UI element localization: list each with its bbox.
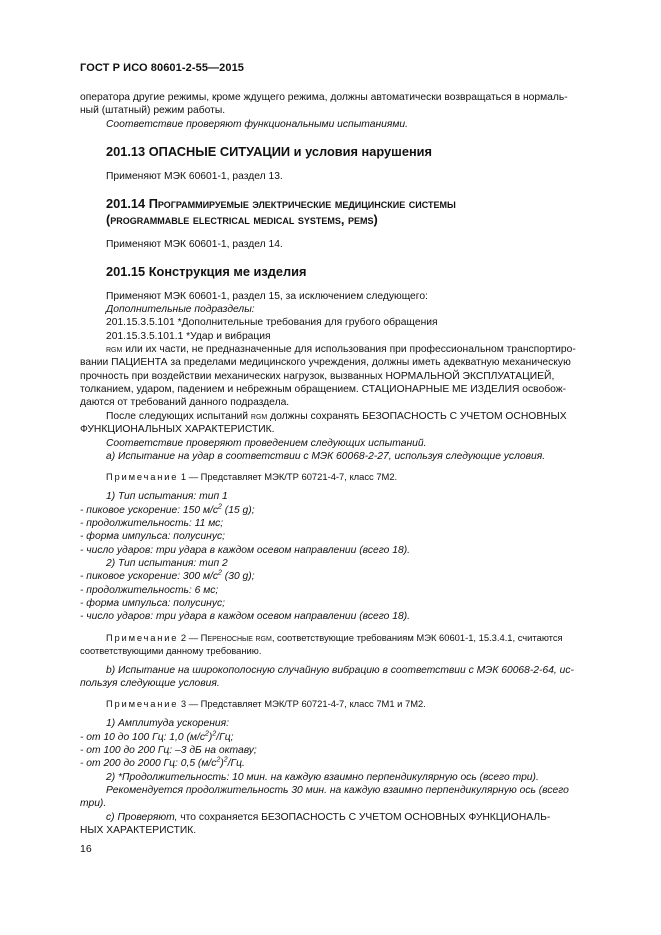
test-1-shape: - форма импульса: полусинус; bbox=[80, 531, 226, 543]
vib-range-3-sup1: 2 bbox=[216, 756, 221, 764]
note-1-text: 1 — Представляет МЭК/ТР 60721-4-7, класс 7М2. bbox=[178, 471, 398, 483]
vib-range-3-c: /Гц. bbox=[227, 758, 245, 770]
vib-range-2: - от 100 до 200 Гц: –3 дБ на октаву; bbox=[80, 745, 257, 756]
test-2-title: 2) Тип испытания: тип 2 bbox=[106, 557, 228, 569]
section-15-p6-line-1 bbox=[80, 410, 615, 423]
test-1-count: - число ударов: три удара в каждом осевом направлении (всего 18). bbox=[80, 544, 410, 556]
test-2-duration: - продолжительность: 6 мс; bbox=[80, 584, 219, 596]
section-15-p6-b: должны сохранять БЕЗОПАСНОСТЬ С УЧЕТОМ ОСНОВНЫХ bbox=[267, 410, 567, 422]
document-code: ГОСТ Р ИСО 80601-2-55—2015 bbox=[80, 62, 245, 74]
note-3 bbox=[80, 697, 615, 710]
test-2-accel-b: (30 g); bbox=[221, 571, 255, 583]
vib-range-3-a: - от 200 до 2000 Гц: 0,5 (м/с bbox=[80, 758, 217, 770]
test-1-accel-sup: 2 bbox=[218, 503, 222, 511]
section-15-p6-a: После следующих испытаний bbox=[106, 410, 251, 422]
vib-duration: 2) *Продолжительность: 10 мин. на каждую взаимно перпендикулярную ось (всего три). bbox=[106, 771, 539, 783]
test-2-accel-a: - пиковое ускорение: 300 м/с bbox=[80, 571, 219, 583]
section-15-p5-line-2: вании ПАЦИЕНТА за пределами медицинского учреждения, должны иметь адекватную механическую bbox=[80, 357, 571, 369]
test-1-accel-b: (15 g); bbox=[221, 504, 255, 516]
intro-line-2: ный (штатный) режим работы. bbox=[80, 105, 226, 117]
test-1-title: 1) Тип испытания: тип 1 bbox=[106, 491, 228, 503]
section-14-text: Применяют МЭК 60601-1, раздел 14. bbox=[106, 238, 283, 250]
section-14-heading-line-2: (programmable electrical medical systems, pems) bbox=[106, 212, 378, 228]
section-13-heading bbox=[80, 144, 615, 161]
note-3-label: Примечание bbox=[106, 698, 179, 710]
part-c-line-2: НЫХ ХАРАКТЕРИСТИК. bbox=[80, 825, 197, 837]
section-15-p7: Соответствие проверяют проведением следующих испытаний. bbox=[106, 437, 427, 449]
section-15-p5-line-5: даются от требований данного подраздела. bbox=[80, 397, 290, 409]
part-b-line-2: пользуя следующие условия. bbox=[80, 677, 220, 689]
note-2-line-2: соответствующими данному требованию. bbox=[80, 644, 262, 656]
rgm-abbrev: rgm bbox=[250, 410, 268, 422]
note-2-text-b: , соответствующие требованиям МЭК 60601-1, 15.3.4.1, считаются bbox=[271, 631, 563, 643]
page-number: 16 bbox=[80, 843, 92, 855]
note-2-line-1 bbox=[80, 631, 615, 644]
test-2-accel-sup: 2 bbox=[218, 569, 222, 577]
section-13-heading-bold: 201.13 ОПАСНЫЕ СИТУАЦИИ bbox=[106, 144, 291, 160]
vib-range-1-b: ) bbox=[208, 731, 213, 743]
test-1-accel-a: - пиковое ускорение: 150 м/с bbox=[80, 504, 219, 516]
test-1-duration: - продолжительность: 11 мс; bbox=[80, 517, 224, 529]
vib-range-1-sup1: 2 bbox=[204, 730, 209, 738]
page-content bbox=[80, 91, 615, 837]
section-15-p6-line-2: ФУНКЦИОНАЛЬНЫХ ХАРАКТЕРИСТИК. bbox=[80, 424, 275, 436]
section-14-heading-line-1: 201.14 Программируемые электрические медицинские системы bbox=[106, 195, 456, 211]
section-13-heading-rest: и условия нарушения bbox=[290, 144, 433, 160]
section-15-p5-line-3: прочность при воздействии механических нагрузок, вызванных НОРМАЛЬНОЙ ЭКСПЛУАТАЦИЕЙ, bbox=[80, 370, 555, 382]
section-15-p5-line-1 bbox=[80, 343, 615, 356]
vib-range-3-sup2: 2 bbox=[223, 756, 228, 764]
section-13-text: Применяют МЭК 60601-1, раздел 13. bbox=[106, 170, 283, 182]
vib-recommend-line-1: Рекомендуется продолжительность 30 мин. на каждую взаимно перпендикулярную ось (всего bbox=[106, 785, 569, 797]
vib-range-1-sup2: 2 bbox=[212, 730, 217, 738]
rgm-abbrev: rgm bbox=[106, 344, 123, 356]
part-c-a: c) Проверяют, bbox=[106, 811, 178, 823]
note-1 bbox=[80, 470, 615, 483]
test-2-accel bbox=[80, 570, 615, 583]
vib-title: 1) Амплитуда ускорения: bbox=[106, 718, 230, 730]
vib-range-1-a: - от 10 до 100 Гц: 1,0 (м/с bbox=[80, 731, 205, 743]
test-1-accel bbox=[80, 504, 615, 517]
section-15-heading: 201.15 Конструкция ме изделия bbox=[106, 264, 307, 280]
section-15-p5-line-4: толканием, ударом, падением и небрежным обращением. СТАЦИОНАРНЫЕ МЕ ИЗДЕЛИЯ освобож- bbox=[80, 384, 567, 396]
test-2-shape: - форма импульса: полусинус; bbox=[80, 597, 226, 609]
part-b-line-1: b) Испытание на широкополосную случайную вибрацию в соответствии с МЭК 60068-2-64, ис- bbox=[106, 664, 574, 676]
note-2-text-a: 2 — bbox=[178, 631, 201, 643]
vib-range-3-b: ) bbox=[220, 758, 224, 770]
part-c-b: что сохраняется БЕЗОПАСНОСТЬ С УЧЕТОМ ОСНОВНЫХ ФУНКЦИОНАЛЬ- bbox=[177, 811, 551, 823]
test-2-count: - число ударов: три удара в каждом осевом направлении (всего 18). bbox=[80, 611, 410, 623]
note-1-label: Примечание bbox=[106, 471, 179, 483]
vib-range-3 bbox=[80, 757, 615, 770]
intro-compliance: Соответствие проверяют функциональными испытаниями. bbox=[106, 118, 409, 130]
note-3-text: 3 — Представляет МЭК/ТР 60721-4-7, класс 7М1 и 7М2. bbox=[178, 698, 426, 710]
note-2-label: Примечание bbox=[106, 631, 179, 643]
section-15-p8: a) Испытание на удар в соответствии с МЭК 60068-2-27, используя следующие условия. bbox=[106, 450, 546, 462]
note-2-text-sc: Переносные rgm bbox=[200, 631, 272, 643]
section-15-p2: Дополнительные подразделы: bbox=[106, 304, 255, 316]
vib-range-1 bbox=[80, 731, 615, 744]
intro-line-1: оператора другие режимы, кроме ждущего режима, должны автоматически возвращаться в нормаль- bbox=[80, 92, 568, 103]
section-15-p5-line-1-text: или их части, не предназначенные для использования при профессиональном транспортиро- bbox=[122, 344, 576, 356]
vib-range-1-c: /Гц; bbox=[216, 731, 234, 743]
vib-recommend-line-2: три). bbox=[80, 798, 107, 810]
section-15-p3: 201.15.3.5.101 *Дополнительные требования для грубого обращения bbox=[106, 317, 438, 329]
part-c-line-1 bbox=[80, 811, 615, 824]
section-15-p1: Применяют МЭК 60601-1, раздел 15, за исключением следующего: bbox=[106, 290, 428, 302]
section-15-p4: 201.15.3.5.101.1 *Удар и вибрация bbox=[106, 330, 271, 342]
